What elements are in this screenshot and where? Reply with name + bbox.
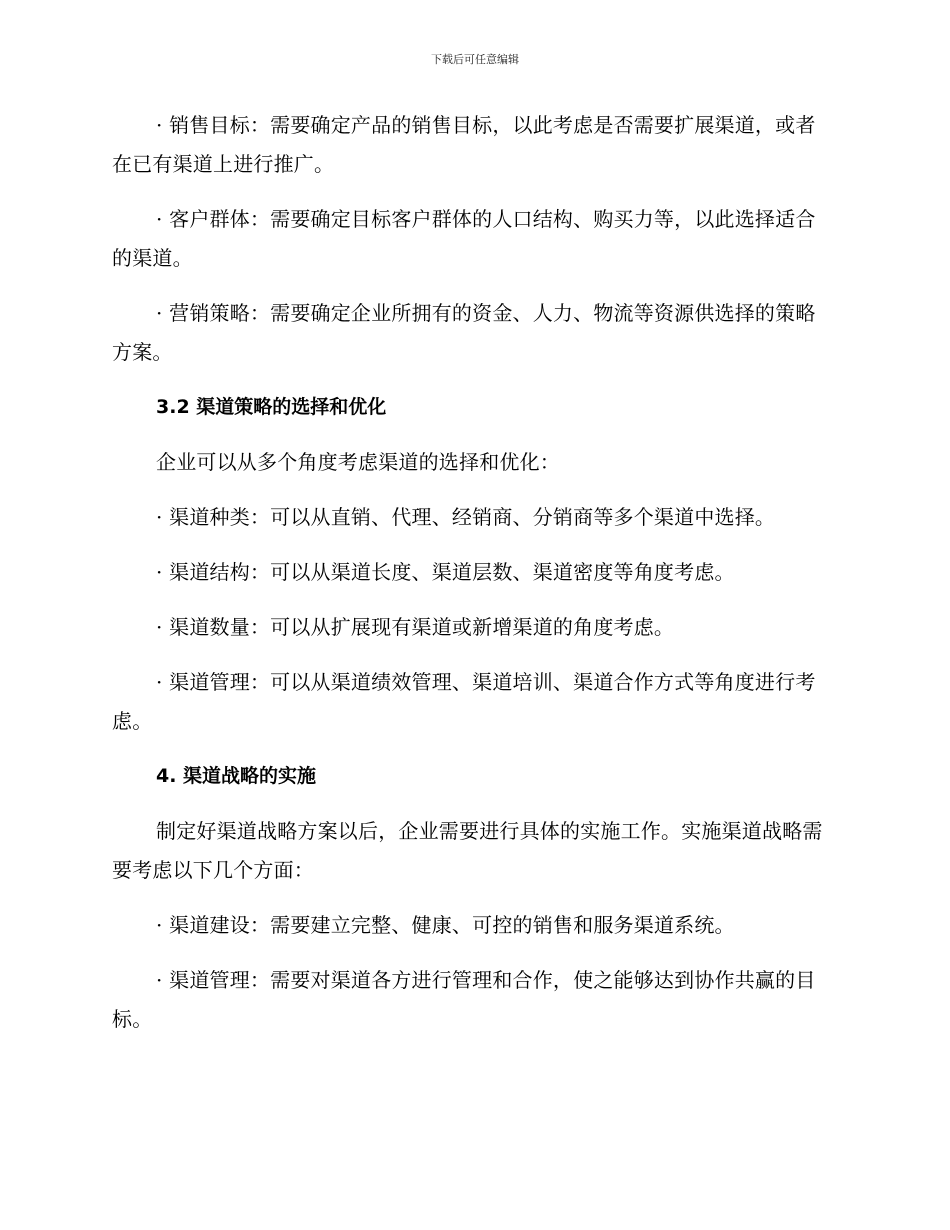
bullet-channel-quantity: · 渠道数量：可以从扩展现有渠道或新增渠道的角度考虑。 (156, 615, 675, 639)
bullet-channel-management-2: · 渠道管理：需要对渠道各方进行管理和合作，使之能够达到协作共赢的目标。 (112, 968, 816, 1031)
bullet-marketing-strategy: · 营销策略：需要确定企业所拥有的资金、人力、物流等资源供选择的策略方案。 (112, 301, 816, 364)
intro-paragraph-3-2: 企业可以从多个角度考虑渠道的选择和优化： (156, 450, 560, 474)
section-heading-3-2: 3.2 渠道策略的选择和优化 (156, 396, 387, 418)
bullet-channel-type: · 渠道种类：可以从直销、代理、经销商、分销商等多个渠道中选择。 (156, 505, 776, 529)
bullet-channel-management: · 渠道管理：可以从渠道绩效管理、渠道培训、渠道合作方式等角度进行考虑。 (112, 670, 816, 733)
intro-paragraph-4: 制定好渠道战略方案以后，企业需要进行具体的实施工作。实施渠道战略需要考虑以下几个方面： (112, 819, 823, 882)
document-body (112, 106, 832, 1055)
section-heading-4: 4. 渠道战略的实施 (156, 765, 317, 787)
bullet-sales-target: · 销售目标：需要确定产品的销售目标，以此考虑是否需要扩展渠道，或者在已有渠道上进行推广。 (112, 113, 816, 176)
bullet-channel-structure: · 渠道结构：可以从渠道长度、渠道层数、渠道密度等角度考虑。 (156, 560, 735, 584)
page-header: 下载后可任意编辑 (431, 53, 519, 66)
bullet-channel-construction: · 渠道建设：需要建立完整、健康、可控的销售和服务渠道系统。 (156, 913, 735, 937)
bullet-customer-group: · 客户群体：需要确定目标客户群体的人口结构、购买力等，以此选择适合的渠道。 (112, 207, 816, 270)
